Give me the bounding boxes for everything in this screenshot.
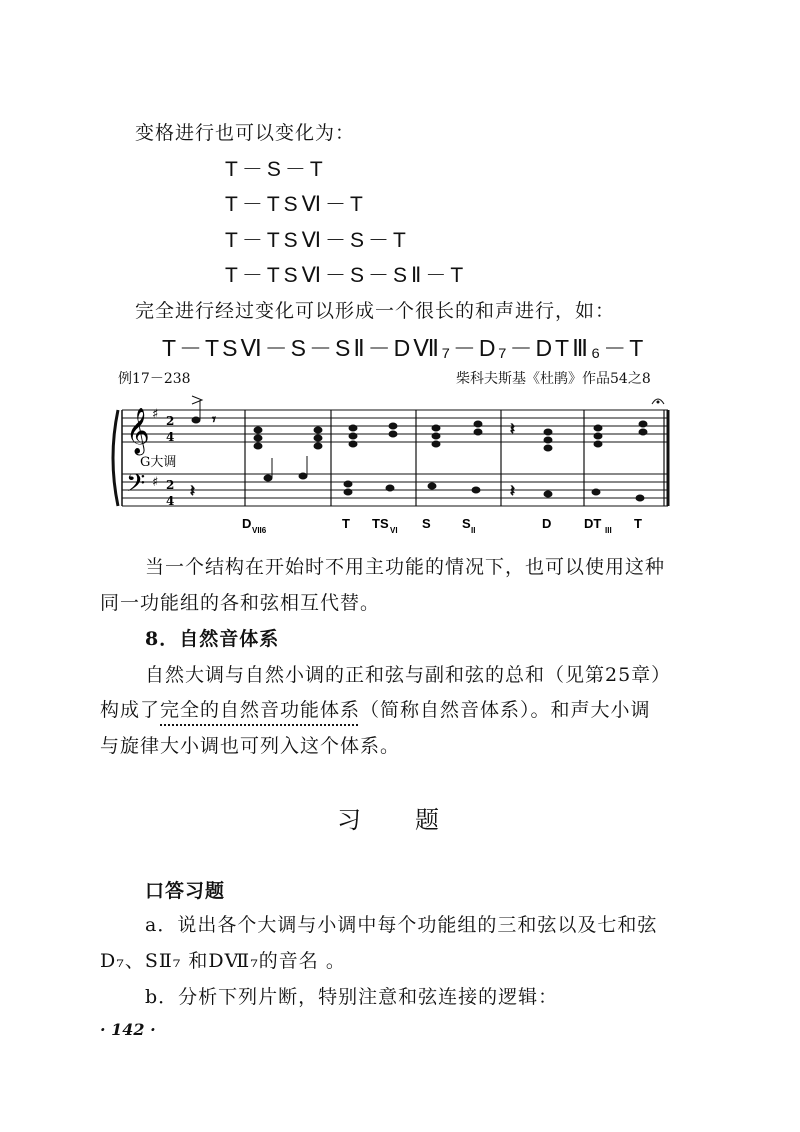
analysis-subscript: II — [471, 526, 476, 535]
formula-3: T－TSⅥ－S－T — [225, 229, 410, 252]
exercise-a-line-2: D₇、SⅡ₇ 和DⅦ₇的音名 。 — [100, 950, 346, 972]
analysis-label: S — [422, 516, 431, 531]
key-label: G大调 — [140, 455, 177, 470]
formula-4: T－TSⅥ－S－SⅡ－T — [225, 264, 468, 287]
svg-text:4: 4 — [166, 430, 175, 444]
svg-text:2: 2 — [166, 414, 175, 428]
bass-notes — [190, 456, 644, 501]
exercises-heading: 习 题 — [337, 806, 441, 834]
intro-text: 变格进行也可以变化为： — [135, 122, 356, 144]
long-progression-formula: T－TSⅥ－S－SⅡ－DⅦ₇－D₇－DTⅢ₆－T — [162, 335, 647, 361]
emphasized-term: 完全的自然音功能体系 — [160, 699, 361, 721]
analysis-subscript: III — [605, 526, 612, 535]
full-progression-intro: 完全进行经过变化可以形成一个很长的和声进行，如： — [135, 300, 616, 322]
example-source: 柴科夫斯基《杜鹃》作品54之8 — [456, 371, 651, 387]
analysis-label: TS — [372, 516, 389, 531]
section-line-1: 自然大调与自然小调的正和弦与副和弦的总和（见第25章） — [145, 664, 672, 686]
exercise-b: b．分析下列片断，特别注意和弦连接的逻辑： — [145, 986, 559, 1008]
harmonic-analysis — [242, 516, 642, 535]
section-line-3: 与旋律大小调也可列入这个体系。 — [100, 735, 401, 757]
svg-text:𝄽: 𝄽 — [510, 419, 515, 438]
analysis-label: D — [542, 516, 552, 531]
example-label: 例17－238 — [118, 371, 191, 387]
bass-clef-icon: 𝄢 — [126, 469, 146, 504]
svg-text:𝄾: 𝄾 — [212, 412, 216, 428]
key-sharp-bass: ♯ — [152, 475, 159, 490]
svg-text:4: 4 — [166, 494, 175, 508]
treble-clef-icon: 𝄞 — [126, 408, 150, 454]
section-line-2: 构成了完全的自然音功能体系（简称自然音体系）。和声大小调 — [100, 699, 651, 721]
formula-2: T－TSⅥ－T — [225, 193, 367, 216]
formula-1: T－S－T — [225, 158, 327, 181]
barlines — [245, 410, 668, 506]
para-line-1: 当一个结构在开始时不用主功能的情况下，也可以使用这种 — [145, 556, 666, 578]
exercises-subheading: 口答习题 — [145, 880, 226, 902]
key-sharp-treble: ♯ — [152, 407, 159, 422]
page-number: · 142 · — [100, 1020, 156, 1039]
analysis-label: D — [242, 516, 252, 531]
music-score — [108, 388, 688, 538]
section-title: 8．自然音体系 — [145, 628, 280, 650]
bass-staff — [122, 474, 668, 506]
analysis-subscript: VII6 — [252, 526, 267, 535]
exercise-a-line-1: a．说出各个大调与小调中每个功能组的三和弦以及七和弦 — [145, 914, 658, 936]
para-line-2: 同一功能组的各和弦相互代替。 — [100, 592, 381, 614]
svg-text:2: 2 — [166, 478, 175, 492]
analysis-label: T — [634, 516, 642, 531]
analysis-label: S — [462, 516, 471, 531]
analysis-label: T — [342, 516, 350, 531]
svg-text:𝄽: 𝄽 — [190, 481, 195, 500]
system-brace — [113, 410, 118, 506]
analysis-subscript: VI — [390, 526, 398, 535]
svg-text:𝄽: 𝄽 — [510, 481, 515, 500]
analysis-label: DT — [584, 516, 602, 531]
